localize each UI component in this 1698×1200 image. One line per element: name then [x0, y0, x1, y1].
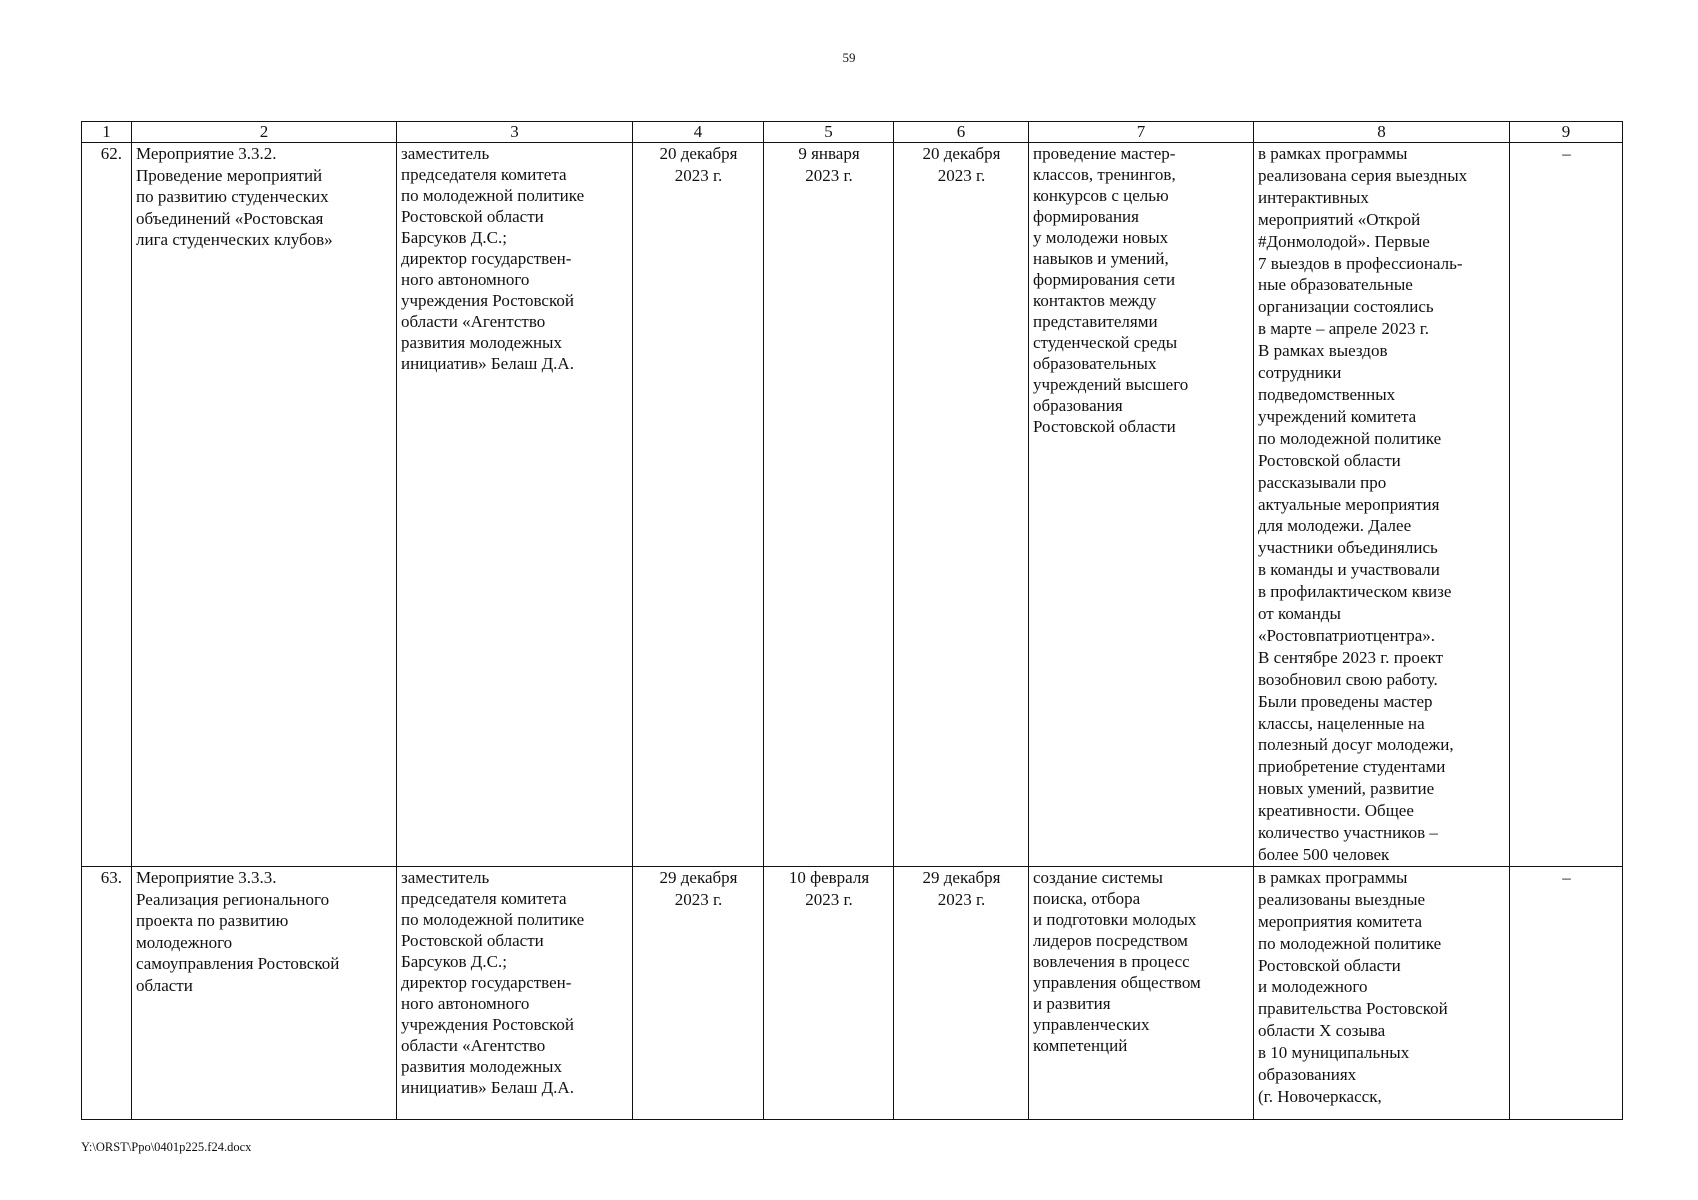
table-row: [82, 866, 1623, 1119]
column-number-7: 7: [1029, 122, 1254, 143]
actual-result: в рамках программы реализована серия выездных интерактивных мероприятий «Открой #Донмолодой». Первые 7 выездов в профессиональ- ные образовательные организации состоялись в марте – апреле 2023 г. В рамках выездов сотрудники подведомственных учреждений комитета по молодежной политике Ростовской области рассказывали про актуальные мероприятия для молодежи. Далее участники объединялись в команды и участвовали в профилактическом квизе от команды «Ростовпатриотцентра». В сентябре 2023 г. проект возобновил свою работу. Были проведены мастер классы, нацеленные на полезный досуг молодежи, приобретение студентами новых умений, развитие креативности. Общее количество участников – более 500 человек: [1254, 143, 1510, 867]
column-number-5: 5: [764, 122, 894, 143]
event-name: Мероприятие 3.3.2. Проведение мероприятий по развитию студенческих объединений «Ростовская лига студенческих клубов»: [132, 143, 397, 867]
actual-result: в рамках программы реализованы выездные мероприятия комитета по молодежной политике Ростовской области и молодежного правительства Ростовской области Х созыва в 10 муниципальных образованиях (г. Новочеркасск,: [1254, 866, 1510, 1119]
column-number-8: 8: [1254, 122, 1510, 143]
column-number-4: 4: [633, 122, 764, 143]
expected-result: проведение мастер- классов, тренингов, конкурсов с целью формирования у молодежи новых навыков и умений, формирования сети контактов между представителями студенческой среды образовательных учреждений высшего образования Ростовской области: [1029, 143, 1254, 867]
deviation-reason: –: [1510, 143, 1623, 867]
responsible-person: заместитель председателя комитета по молодежной политике Ростовской области Барсуков Д.С.; директор государствен- ного автономного учреждения Ростовской области «Агентство развития молодежных инициатив» Белаш Д.А.: [397, 143, 633, 867]
row-number: 62.: [82, 143, 132, 867]
deviation-reason: –: [1510, 866, 1623, 1119]
start-date: 10 февраля 2023 г.: [764, 866, 894, 1119]
event-name: Мероприятие 3.3.3. Реализация регионального проекта по развитию молодежного самоуправления Ростовской области: [132, 866, 397, 1119]
column-number-9: 9: [1510, 122, 1623, 143]
column-number-3: 3: [397, 122, 633, 143]
file-path-footer: Y:\ORST\Ppo\0401p225.f24.docx: [81, 1140, 252, 1154]
table-row: [82, 143, 1623, 867]
page-number: 59: [842, 50, 856, 65]
planned-date: 29 декабря 2023 г.: [633, 866, 764, 1119]
expected-result: создание системы поиска, отбора и подготовки молодых лидеров посредством вовлечения в процесс управления обществом и развития управленческих компетенций: [1029, 866, 1254, 1119]
column-number-2: 2: [132, 122, 397, 143]
column-number-1: 1: [82, 122, 132, 143]
report-table: [81, 121, 1623, 1120]
row-number: 63.: [82, 866, 132, 1119]
responsible-person: заместитель председателя комитета по молодежной политике Ростовской области Барсуков Д.С.; директор государствен- ного автономного учреждения Ростовской области «Агентство развития молодежных инициатив» Белаш Д.А.: [397, 866, 633, 1119]
end-date: 20 декабря 2023 г.: [894, 143, 1029, 867]
end-date: 29 декабря 2023 г.: [894, 866, 1029, 1119]
start-date: 9 января 2023 г.: [764, 143, 894, 867]
column-number-6: 6: [894, 122, 1029, 143]
column-number-row: [82, 122, 1623, 143]
planned-date: 20 декабря 2023 г.: [633, 143, 764, 867]
